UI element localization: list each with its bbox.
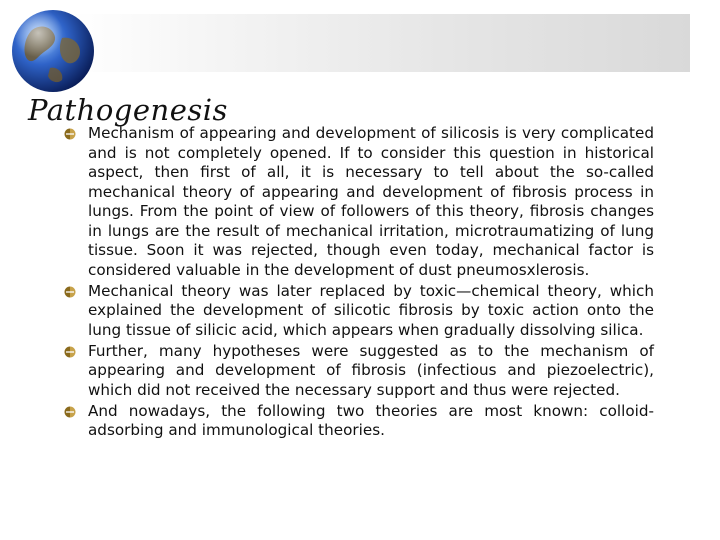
slide-title: Pathogenesis bbox=[28, 93, 228, 127]
globe-icon bbox=[10, 8, 96, 94]
bullet-text: Further, many hypotheses were suggested as to the mechanism of appearing and development of fibrosis (infectious and piezoelectric), which did not received the necessary support and thus were rejected. bbox=[88, 341, 654, 399]
bullet-icon bbox=[64, 346, 76, 358]
header-band bbox=[70, 14, 690, 72]
bullet-item bbox=[64, 402, 654, 441]
bullet-text: Mechanical theory was later replaced by toxic—chemical theory, which explained the development of silicotic fibrosis by toxic action onto the lung tissue of silicic acid, which appears when gradually dissolving silica. bbox=[88, 281, 654, 339]
bullet-list bbox=[64, 124, 654, 442]
bullet-item bbox=[64, 124, 654, 280]
bullet-text: Mechanism of appearing and development of silicosis is very complicated and is not completely opened. If to consider this question in historical aspect, then first of all, it is necessary to tell about the so-called mechanical theory of appearing and development of fibrosis process in lungs. From the point of view of followers of this theory, fibrosis changes in lungs are the result of mechanical irritation, microtraumatizing of lung tissue. Soon it was rejected, though even today, mechanical factor is considered valuable in the development of dust pneumosxlerosis. bbox=[88, 124, 654, 279]
bullet-item bbox=[64, 342, 654, 401]
bullet-icon bbox=[64, 286, 76, 298]
bullet-item bbox=[64, 282, 654, 341]
bullet-text: And nowadays, the following two theories are most known: colloid-adsorbing and immunological theories. bbox=[88, 401, 654, 439]
bullet-icon bbox=[64, 406, 76, 418]
bullet-icon bbox=[64, 128, 76, 140]
